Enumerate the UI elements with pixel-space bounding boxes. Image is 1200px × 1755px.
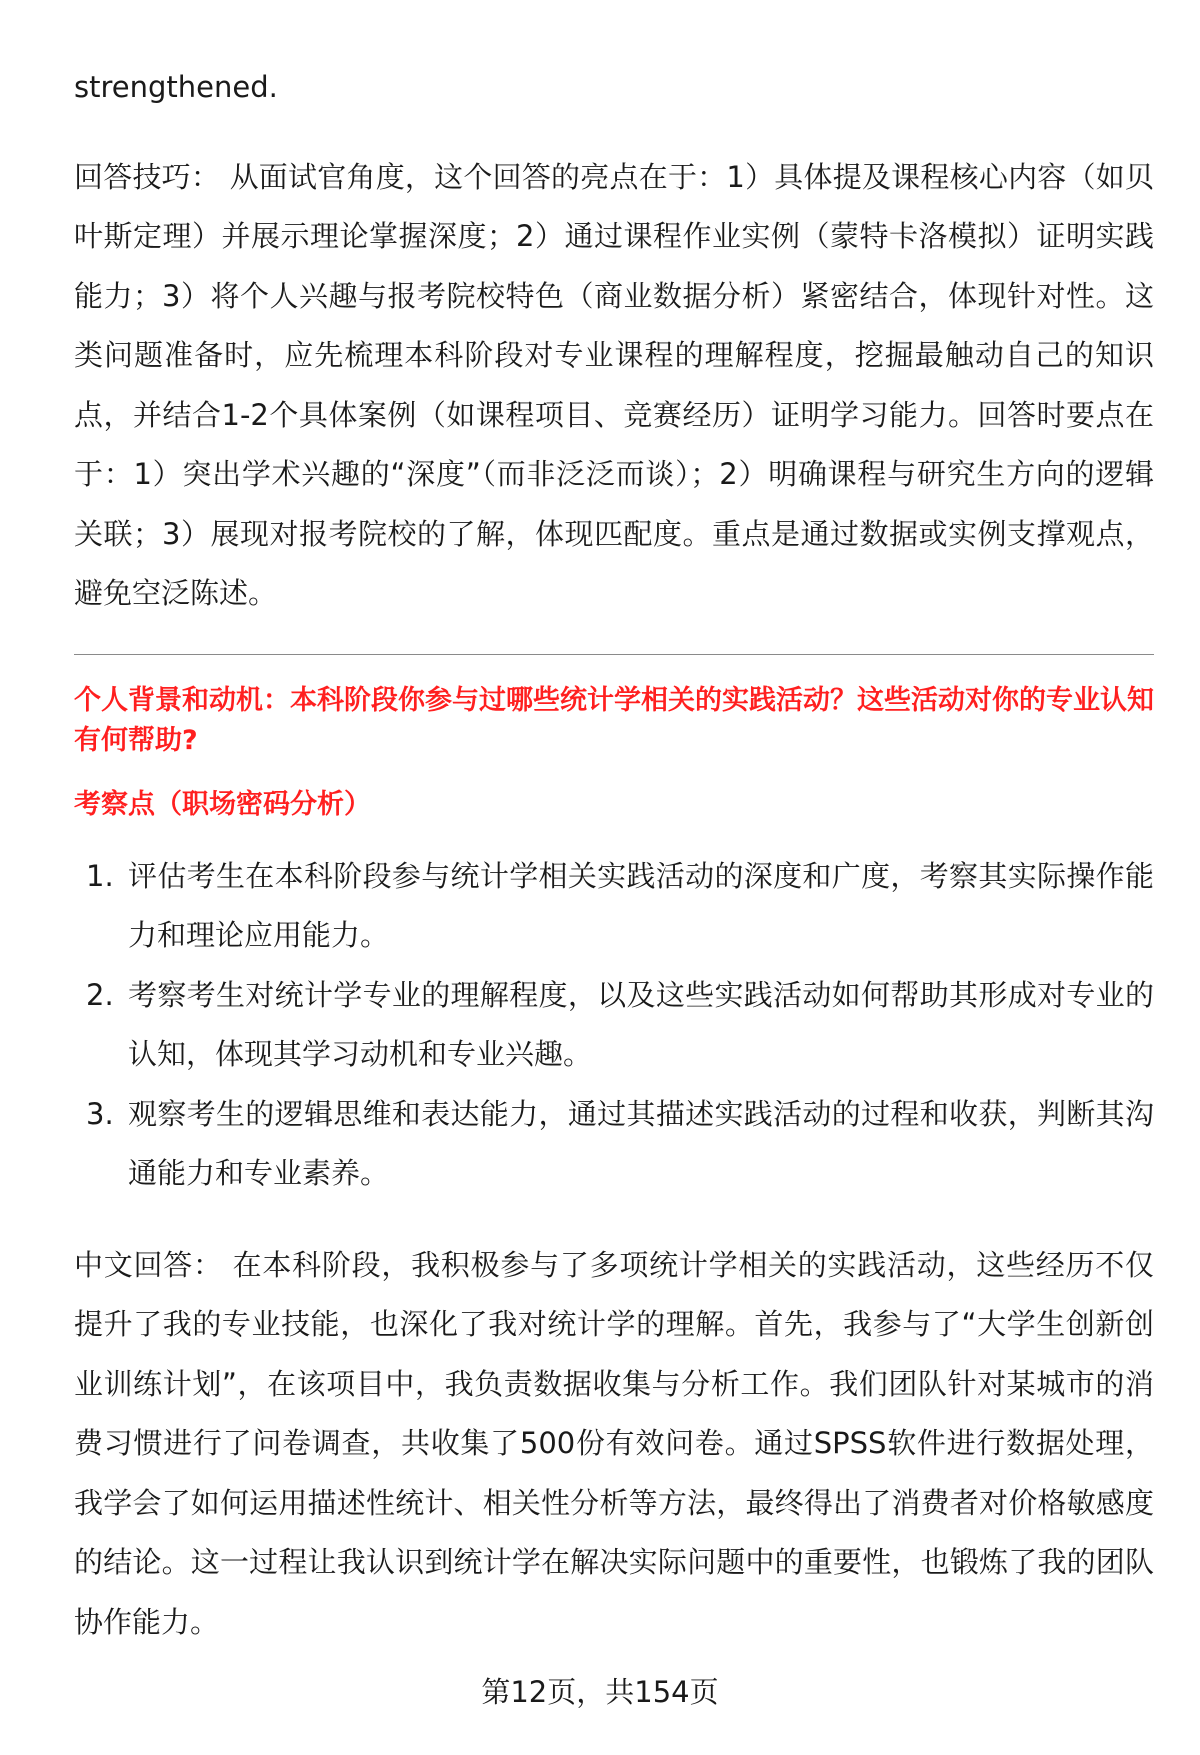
answer-tips-paragraph	[74, 148, 1154, 624]
continued-text: strengthened.	[74, 70, 278, 104]
page-number-footer: 第12页，共154页	[481, 1675, 719, 1709]
answer-tips-text: 从面试官角度，这个回答的亮点在于：1）具体提及课程核心内容（如贝叶斯定理）并展示理论掌握深度；2）通过课程作业实例（蒙特卡洛模拟）证明实践能力；3）将个人兴趣与报考院校特色（商业数据分析）紧密结合，体现针对性。这类问题准备时，应先梳理本科阶段对专业课程的理解程度，挖掘最触动自己的知识点，并结合1-2个具体案例（如课程项目、竞赛经历）证明学习能力。回答时要点在于：1）突出学术兴趣的“深度”（而非泛泛而谈）；2）明确课程与研究生方向的逻辑关联；3）展现对报考院校的了解，体现匹配度。重点是通过数据或实例支撑观点，避免空泛陈述。	[74, 159, 1154, 610]
chinese-answer-label: 中文回答：	[74, 1247, 223, 1282]
list-item-number: 2.	[86, 977, 114, 1012]
list-item-number: 1.	[86, 858, 114, 893]
list-item	[74, 1085, 1154, 1204]
chinese-answer-text: 在本科阶段，我积极参与了多项统计学相关的实践活动，这些经历不仅提升了我的专业技能，也深化了我对统计学的理解。首先，我参与了“大学生创新创业训练计划”，在该项目中，我负责数据收集与分析工作。我们团队针对某城市的消费习惯进行了问卷调查，共收集了500份有效问卷。通过SPSS软件进行数据处理，我学会了如何运用描述性统计、相关性分析等方法，最终得出了消费者对价格敏感度的结论。这一过程让我认识到统计学在解决实际问题中的重要性，也锻炼了我的团队协作能力。	[74, 1247, 1154, 1639]
list-item-number: 3.	[86, 1096, 114, 1131]
list-item-text: 观察考生的逻辑思维和表达能力，通过其描述实践活动的过程和收获，判断其沟通能力和专业素养。	[128, 1096, 1154, 1190]
list-item	[74, 847, 1154, 966]
chinese-answer-paragraph	[74, 1236, 1154, 1653]
document-page	[74, 58, 1154, 1652]
section-divider	[74, 654, 1154, 655]
answer-tips-label: 回答技巧：	[74, 159, 221, 194]
assessment-points-heading: 考察点（职场密码分析）	[74, 788, 371, 820]
list-item-text: 评估考生在本科阶段参与统计学相关实践活动的深度和广度，考察其实际操作能力和理论应用能力。	[128, 858, 1154, 952]
list-item-text: 考察考生对统计学专业的理解程度，以及这些实践活动如何帮助其形成对专业的认知，体现其学习动机和专业兴趣。	[128, 977, 1154, 1071]
question-heading: 个人背景和动机：本科阶段你参与过哪些统计学相关的实践活动？这些活动对你的专业认知有何帮助?	[74, 684, 1154, 756]
assessment-points-list	[74, 847, 1154, 1204]
list-item	[74, 966, 1154, 1085]
